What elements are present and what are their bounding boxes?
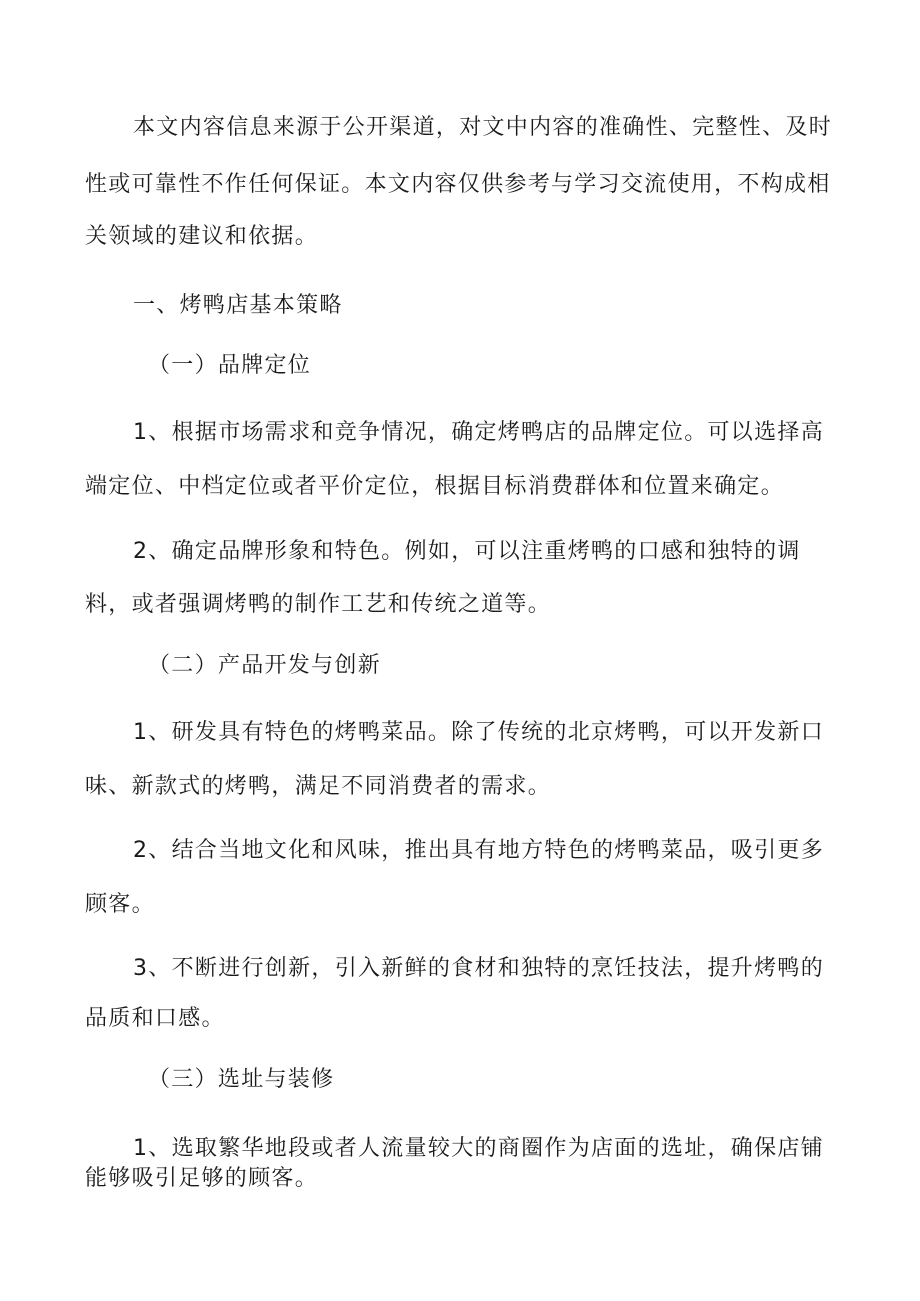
disclaimer-line-2: 性或可靠性不作任何保证。本文内容仅供参考与学习交流使用，不构成相 bbox=[85, 172, 831, 197]
disclaimer-line-1: 本文内容信息来源于公开渠道，对文中内容的准确性、完整性、及时 bbox=[133, 115, 833, 140]
paragraph-line: 能够吸引足够的顾客。 bbox=[85, 1166, 319, 1191]
paragraph-line: 1、选取繁华地段或者人流量较大的商圈作为店面的选址，确保店铺 bbox=[133, 1136, 824, 1161]
subsection-title-3: （三）选址与装修 bbox=[148, 1067, 335, 1092]
paragraph-line: 1、研发具有特色的烤鸭菜品。除了传统的北京烤鸭，可以开发新口 bbox=[133, 720, 824, 745]
paragraph-line: 料，或者强调烤鸭的制作工艺和传统之道等。 bbox=[85, 592, 552, 617]
paragraph-line: 端定位、中档定位或者平价定位，根据目标消费群体和位置来确定。 bbox=[85, 474, 785, 499]
paragraph-line: 2、结合当地文化和风味，推出具有地方特色的烤鸭菜品，吸引更多 bbox=[133, 838, 824, 863]
paragraph-line: 1、根据市场需求和竞争情况，确定烤鸭店的品牌定位。可以选择高 bbox=[133, 420, 824, 445]
subsection-title-2: （二）产品开发与创新 bbox=[148, 653, 382, 678]
paragraph-line: 味、新款式的烤鸭，满足不同消费者的需求。 bbox=[85, 774, 552, 799]
paragraph-line: 2、确定品牌形象和特色。例如，可以注重烤鸭的口感和独特的调 bbox=[133, 539, 801, 564]
disclaimer-line-3: 关领域的建议和依据。 bbox=[85, 224, 319, 249]
paragraph-line: 顾客。 bbox=[85, 892, 155, 917]
subsection-title-1: （一）品牌定位 bbox=[148, 353, 312, 378]
paragraph-line: 品质和口感。 bbox=[85, 1006, 225, 1031]
section-title-1: 一、烤鸭店基本策略 bbox=[133, 293, 343, 318]
paragraph-line: 3、不断进行创新，引入新鲜的食材和独特的烹饪技法，提升烤鸭的 bbox=[133, 956, 824, 981]
